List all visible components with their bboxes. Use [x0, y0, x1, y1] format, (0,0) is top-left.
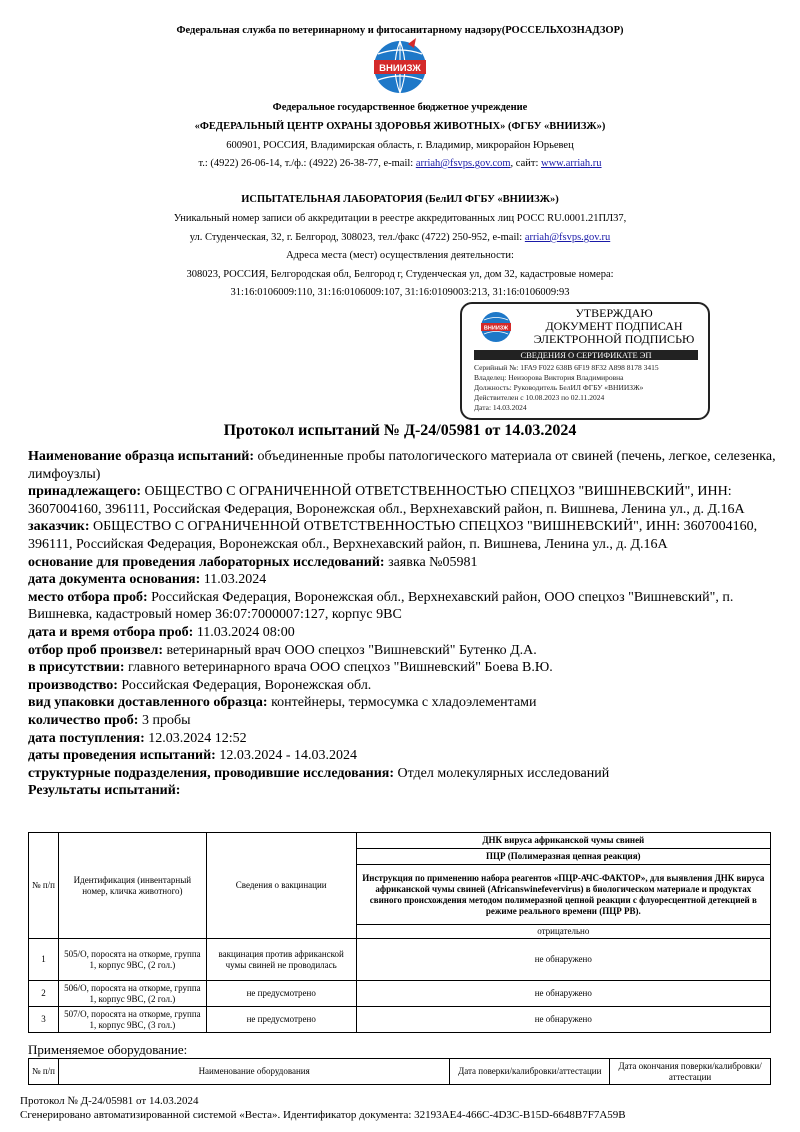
equipment-col-end: Дата окончания поверки/калибровки/аттестации — [610, 1059, 771, 1085]
logo-text: ВНИИЗЖ — [379, 63, 421, 74]
sample-info — [28, 448, 778, 800]
stamp-position: Должность: Руководитель БелИЛ ФГБУ «ВНИИЗЖ» — [474, 383, 644, 392]
row-id: 507/О, поросята на откорме, группа 1, корпус 9ВС, (3 гол.) — [58, 1007, 206, 1033]
row-num: 2 — [29, 981, 59, 1007]
table-row — [29, 1007, 771, 1033]
info-witness: в присутствии: главного ветеринарного врача ООО спецхоз "Вишневский" Боева В.Ю. — [28, 660, 553, 676]
info-basis: основание для проведения лабораторных исследований: заявка №05981 — [28, 554, 478, 570]
info-results-heading: Результаты испытаний: — [28, 783, 181, 799]
lab-places-line2: 31:16:0106009:110, 31:16:0106009:107, 31:16:0109003:213, 31:16:0106009:93 — [230, 287, 570, 298]
results-header-instruction: Инструкция по применению набора реагентов «ПЦР-АЧС-ФАКТОР», для выявления ДНК вируса африканской чумы свиней (Africanswinefevervirus) в биологическом материале и продуктах свиного происхождения методом полимеразной цепной реакции с флуоресцентной детекцией в режиме реального времени (ПЦР РВ). — [356, 865, 770, 925]
equipment-table — [28, 1058, 771, 1085]
info-customer: заказчик: ОБЩЕСТВО С ОГРАНИЧЕННОЙ ОТВЕТСТВЕННОСТЬЮ СПЕЦХОЗ "ВИШНЕВСКИЙ", ИНН: 3607004160, 396111, Российская Федерация, Воронежская обл., Верхнехавский район, п. Вишнева, Ленина ул., д. Д.16А — [28, 519, 758, 552]
page-footer — [20, 1094, 626, 1122]
results-header-norm: отрицательно — [356, 925, 770, 939]
stamp-approve: УТВЕРЖДАЮ — [575, 306, 653, 320]
institution-type: Федеральное государственное бюджетное учреждение — [272, 102, 528, 113]
site-prefix: , сайт: — [510, 158, 541, 169]
equipment-col-name: Наименование оборудования — [58, 1059, 449, 1085]
results-col-id: Идентификация (инвентарный номер, кличка животного) — [58, 833, 206, 939]
institution-contacts — [0, 157, 800, 170]
equipment-col-date: Дата поверки/калибровки/аттестации — [450, 1059, 610, 1085]
info-sample-name: Наименование образца испытаний: объединенные пробы патологического материала от свиней (печень, легкое, селезенка, лимфоузлы) — [28, 449, 776, 482]
row-id: 506/О, поросята на откорме, группа 1, корпус 9ВС, (2 гол.) — [58, 981, 206, 1007]
info-departments: структурные подразделения, проводившие исследования: Отдел молекулярных исследований — [28, 765, 610, 781]
lab-places-title: Адреса места (мест) осуществления деятельности: — [286, 250, 514, 261]
equipment-col-num: № п/п — [29, 1059, 59, 1085]
equipment-caption: Применяемое оборудование: — [28, 1042, 188, 1057]
vniizh-logo — [364, 36, 436, 98]
footer-generated: Сгенерировано автоматизированной системой «Веста». Идентификатор документа: 32193AE4-466C-4D3C-B15D-6648B7F7A59B — [20, 1109, 626, 1121]
institution-address: 600901, РОССИЯ, Владимирская область, г. Владимир, микрорайон Юрьевец — [226, 140, 574, 151]
row-result: не обнаружено — [356, 1007, 770, 1033]
institution-email-link[interactable]: arriah@fsvps.gov.com — [415, 158, 511, 169]
stamp-owner: Владелец: Неизорова Виктория Владимировна — [474, 373, 624, 382]
table-row — [29, 939, 771, 981]
stamp-date: Дата: 14.03.2024 — [474, 403, 527, 412]
lab-places-line1: 308023, РОССИЯ, Белгородская обл, Белгород г, Студенческая ул, дом 32, кадастровые номера: — [186, 269, 614, 280]
e-signature-stamp — [460, 302, 710, 420]
stamp-certificate-bar: СВЕДЕНИЯ О СЕРТИФИКАТЕ ЭП — [474, 350, 698, 360]
info-sampling-place: место отбора проб: Российская Федерация, Воронежская обл., Верхнехавский район, ООО спецхоз "Вишневский", п. Вишневка, кадастровый номер 36:07:7000007:127, корпус 9ВС — [28, 589, 734, 623]
results-header-method: ПЦР (Полимеразная цепная реакция) — [356, 849, 770, 865]
row-vacc: не предусмотрено — [206, 981, 356, 1007]
info-test-dates: даты проведения испытаний: 12.03.2024 - 14.03.2024 — [28, 748, 357, 764]
stamp-logo-text: ВНИИЗЖ — [483, 325, 509, 332]
contacts-prefix: т.: (4922) 26-06-14, т./ф.: (4922) 26-38-77, e-mail: — [198, 158, 416, 169]
row-vacc: не предусмотрено — [206, 1007, 356, 1033]
lab-email-link[interactable]: arriah@fsvps.gov.ru — [524, 232, 611, 243]
row-result: не обнаружено — [356, 939, 770, 981]
lab-address-prefix: ул. Студенческая, 32, г. Белгород, 308023, тел./факс (4722) 250-952, e-mail: — [189, 232, 525, 243]
lab-address — [0, 231, 800, 244]
institution-site-link[interactable]: www.arriah.ru — [541, 158, 602, 169]
lab-accreditation: Уникальный номер записи об аккредитации в реестре аккредитованных лиц РОСС RU.0001.21ПЛ37, — [173, 213, 627, 224]
globe-logo-icon — [364, 36, 436, 98]
table-row — [29, 981, 771, 1007]
row-result: не обнаружено — [356, 981, 770, 1007]
stamp-valid: Действителен с 10.08.2023 по 02.11.2024 — [474, 393, 605, 402]
agency-name: Федеральная служба по ветеринарному и фитосанитарному надзору(РОССЕЛЬХОЗНАДЗОР) — [176, 25, 624, 36]
info-received-date: дата поступления: 12.03.2024 12:52 — [28, 730, 247, 746]
info-production: производство: Российская Федерация, Воронежская обл. — [28, 677, 372, 693]
info-sample-count: количество проб: 3 пробы — [28, 712, 191, 728]
info-basis-date: дата документа основания: 11.03.2024 — [28, 572, 267, 588]
lab-name: ИСПЫТАТЕЛЬНАЯ ЛАБОРАТОРИЯ (БелИЛ ФГБУ «ВНИИЗЖ») — [241, 194, 559, 205]
institution-name: «ФЕДЕРАЛЬНЫЙ ЦЕНТР ОХРАНЫ ЗДОРОВЬЯ ЖИВОТНЫХ» (ФГБУ «ВНИИЗЖ») — [194, 121, 606, 132]
row-num: 3 — [29, 1007, 59, 1033]
row-num: 1 — [29, 939, 59, 981]
stamp-electronic: ЭЛЕКТРОННОЙ ПОДПИСЬЮ — [533, 332, 695, 346]
footer-protocol: Протокол № Д-24/05981 от 14.03.2024 — [20, 1095, 199, 1107]
stamp-signed: ДОКУМЕНТ ПОДПИСАН — [545, 319, 683, 333]
results-col-vacc: Сведения о вакцинации — [206, 833, 356, 939]
results-col-num: № п/п — [29, 833, 59, 939]
stamp-logo-icon — [476, 309, 516, 345]
results-table — [28, 832, 771, 1033]
info-sampler: отбор проб произвел: ветеринарный врач ООО спецхоз "Вишневский" Бутенко Д.А. — [28, 642, 537, 658]
info-owner: принадлежащего: ОБЩЕСТВО С ОГРАНИЧЕННОЙ ОТВЕТСТВЕННОСТЬЮ СПЕЦХОЗ "ВИШНЕВСКИЙ", ИНН: 3607004160, 396111, Российская Федерация, Воронежская обл., Верхнехавский район, п. Вишнева, Ленина ул., д. Д.16А — [28, 484, 745, 517]
info-packaging: вид упаковки доставленного образца: контейнеры, термосумка с хладоэлементами — [28, 695, 537, 711]
protocol-title: Протокол испытаний № Д-24/05981 от 14.03.2024 — [223, 422, 577, 439]
row-id: 505/О, поросята на откорме, группа 1, корпус 9ВС, (2 гол.) — [58, 939, 206, 981]
row-vacc: вакцинация против африканской чумы свиней не проводилась — [206, 939, 356, 981]
info-sampling-datetime: дата и время отбора проб: 11.03.2024 08:00 — [28, 624, 295, 640]
results-header-target: ДНК вируса африканской чумы свиней — [356, 833, 770, 849]
stamp-serial: Серийный №: 1FA9 F022 638B 6F19 8F32 A898 8178 3415 — [474, 363, 659, 372]
